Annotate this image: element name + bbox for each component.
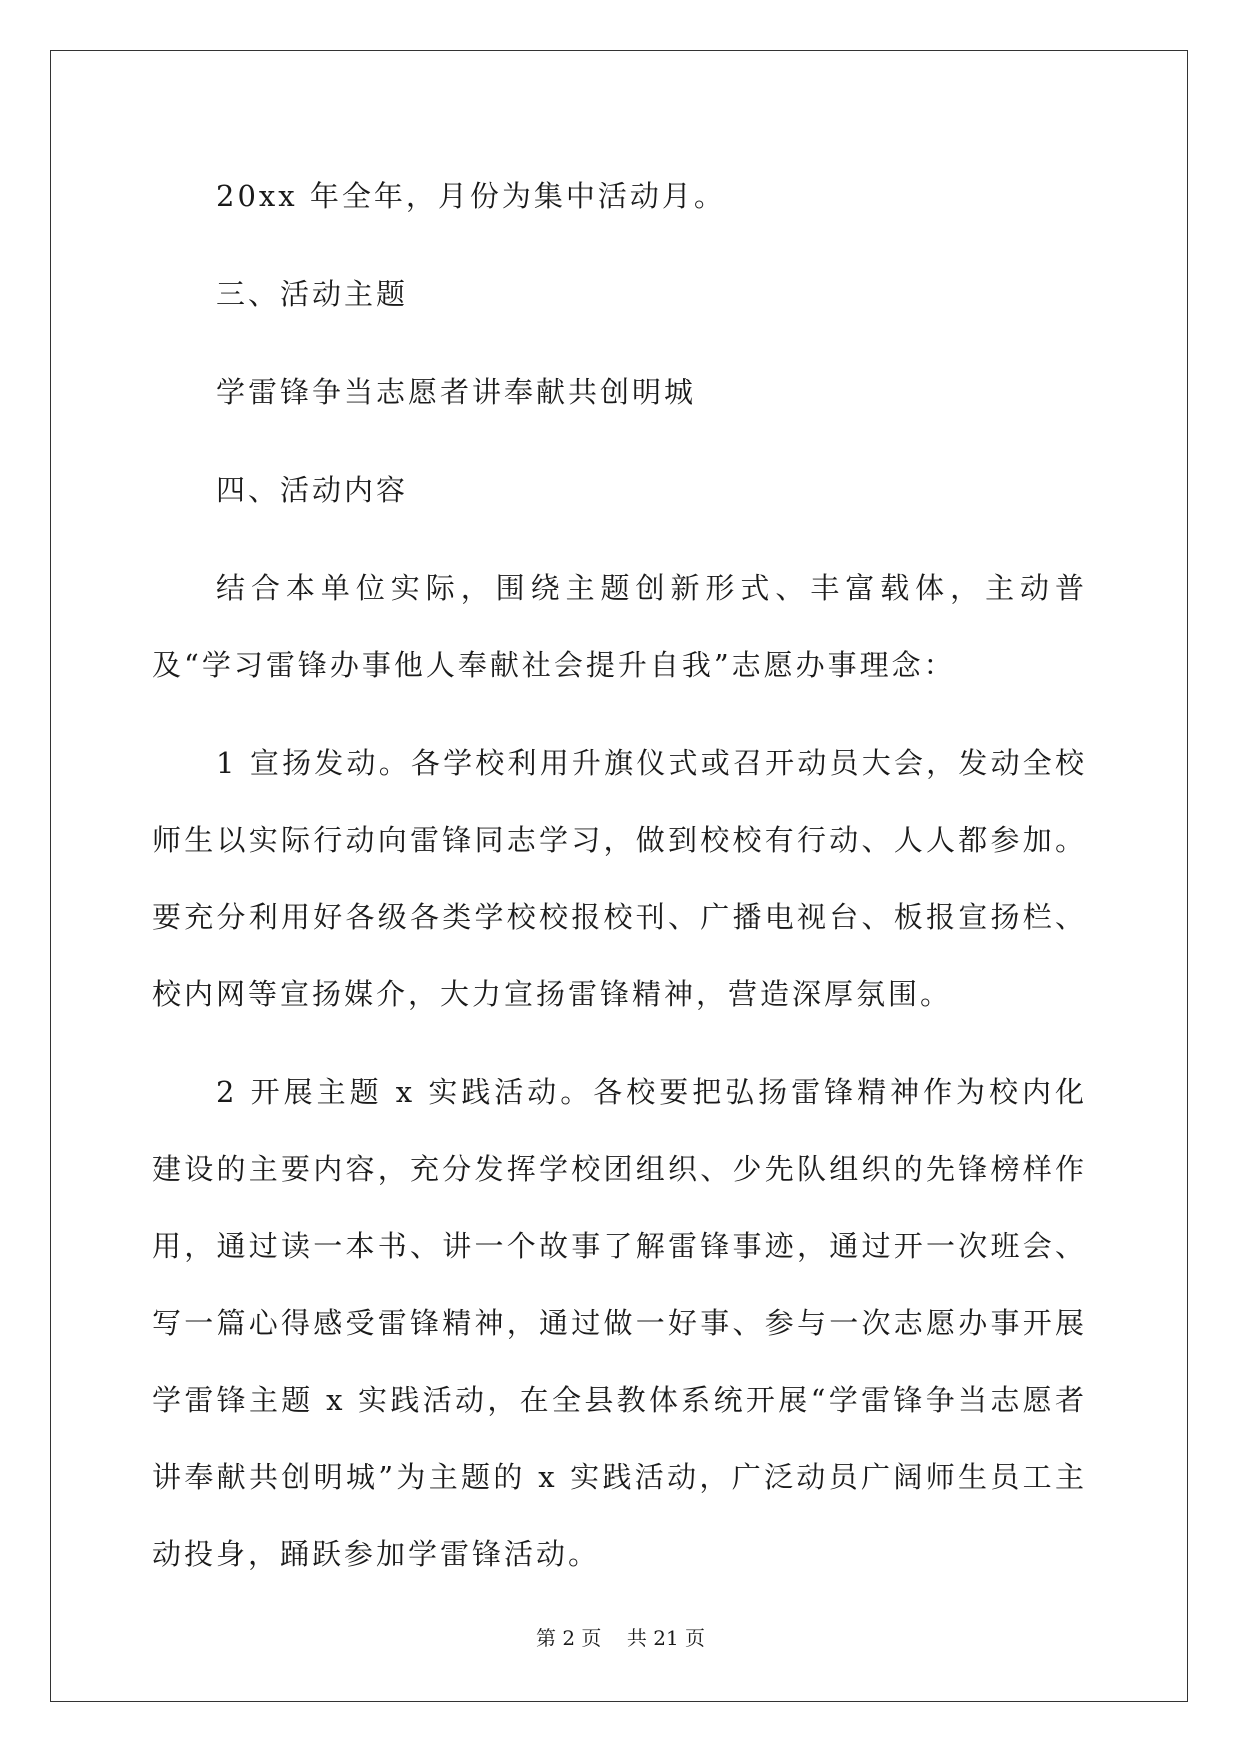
document-body <box>152 158 1087 1614</box>
paragraph: 1 宣扬发动。各学校利用升旗仪式或召开动员大会，发动全校师生以实际行动向雷锋同志学习，做到校校有行动、人人都参加。要充分利用好各级各类学校校报校刊、广播电视台、板报宣扬栏、校内网等宣扬媒介，大力宣扬雷锋精神，营造深厚氛围。 <box>152 746 1087 1011</box>
page-number: 第 2 页 <box>535 1626 602 1650</box>
paragraph: 学雷锋争当志愿者讲奉献共创明城 <box>216 375 697 409</box>
section-heading: 三、活动主题 <box>216 277 409 311</box>
paragraph: 2 开展主题 x 实践活动。各校要把弘扬雷锋精神作为校内化建设的主要内容，充分发挥学校团组织、少先队组织的先锋榜样作用，通过读一本书、讲一个故事了解雷锋事迹，通过开一次班会、写一篇心得感受雷锋精神，通过做一好事、参与一次志愿办事开展学雷锋主题 x 实践活动，在全县教体系统开展“学雷锋争当志愿者讲奉献共创明城”为主题的 x 实践活动，广泛动员广阔师生员工主动投身，踊跃参加学雷锋活动。 <box>152 1075 1087 1571</box>
paragraph: 结合本单位实际，围绕主题创新形式、丰富载体，主动普及“学习雷锋办事他人奉献社会提升自我”志愿办事理念： <box>152 571 1087 682</box>
section-heading: 四、活动内容 <box>216 473 409 507</box>
page-total: 共 21 页 <box>626 1626 706 1650</box>
paragraph: 20xx 年全年，月份为集中活动月。 <box>216 179 726 213</box>
page-footer <box>0 1626 1241 1650</box>
